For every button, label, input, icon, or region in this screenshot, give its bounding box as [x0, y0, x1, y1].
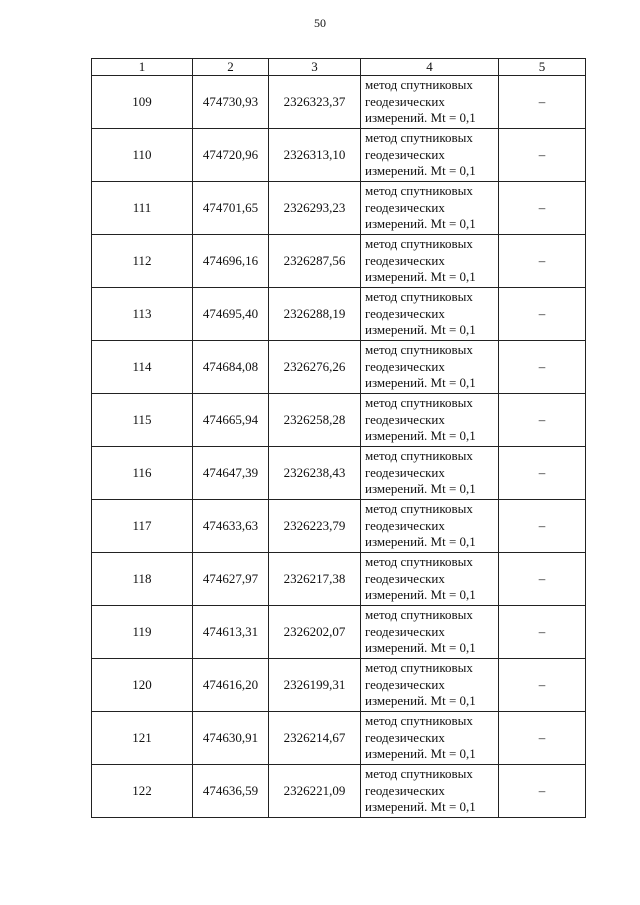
point-number: 114 — [92, 341, 193, 394]
coordinate-y: 2326214,67 — [269, 712, 361, 765]
method-cell — [361, 341, 499, 394]
method-line: измерений. Mt = 0,1 — [365, 799, 476, 815]
point-number: 116 — [92, 447, 193, 500]
coordinate-y: 2326258,28 — [269, 394, 361, 447]
column-5-value: – — [499, 553, 586, 606]
coordinate-y: 2326313,10 — [269, 129, 361, 182]
method-cell — [361, 659, 499, 712]
method-line: метод спутниковых — [365, 501, 473, 517]
point-number: 110 — [92, 129, 193, 182]
column-5-value: – — [499, 765, 586, 818]
method-line: измерений. Mt = 0,1 — [365, 640, 476, 656]
method-line: измерений. Mt = 0,1 — [365, 269, 476, 285]
coordinate-y: 2326288,19 — [269, 288, 361, 341]
method-cell — [361, 129, 499, 182]
method-line: измерений. Mt = 0,1 — [365, 375, 476, 391]
page-number: 50 — [314, 16, 326, 30]
method-cell — [361, 235, 499, 288]
method-line: геодезических — [365, 782, 445, 798]
method-line: метод спутниковых — [365, 130, 473, 146]
method-line: метод спутниковых — [365, 766, 473, 782]
column-5-value: – — [499, 712, 586, 765]
table-row — [92, 447, 586, 500]
method-line: метод спутниковых — [365, 554, 473, 570]
method-line: метод спутниковых — [365, 77, 473, 93]
coordinate-x: 474696,16 — [193, 235, 269, 288]
point-number: 112 — [92, 235, 193, 288]
coordinate-x: 474665,94 — [193, 394, 269, 447]
table-row — [92, 182, 586, 235]
method-line: измерений. Mt = 0,1 — [365, 693, 476, 709]
point-number: 113 — [92, 288, 193, 341]
table-row — [92, 394, 586, 447]
column-header: 4 — [361, 59, 499, 76]
coordinate-x: 474613,31 — [193, 606, 269, 659]
coordinate-y: 2326238,43 — [269, 447, 361, 500]
method-cell — [361, 76, 499, 129]
method-line: геодезических — [365, 305, 445, 321]
method-cell — [361, 394, 499, 447]
method-cell — [361, 500, 499, 553]
table-row — [92, 553, 586, 606]
coordinate-x: 474684,08 — [193, 341, 269, 394]
method-line: геодезических — [365, 623, 445, 639]
table-row — [92, 235, 586, 288]
point-number: 109 — [92, 76, 193, 129]
point-number: 111 — [92, 182, 193, 235]
method-cell — [361, 447, 499, 500]
method-line: измерений. Mt = 0,1 — [365, 110, 476, 126]
method-line: геодезических — [365, 146, 445, 162]
column-5-value: – — [499, 76, 586, 129]
table-row — [92, 659, 586, 712]
method-line: метод спутниковых — [365, 395, 473, 411]
column-header: 1 — [92, 59, 193, 76]
method-line: метод спутниковых — [365, 183, 473, 199]
point-number: 115 — [92, 394, 193, 447]
method-line: метод спутниковых — [365, 713, 473, 729]
coordinate-x: 474616,20 — [193, 659, 269, 712]
column-5-value: – — [499, 447, 586, 500]
coordinate-y: 2326293,23 — [269, 182, 361, 235]
coordinate-y: 2326217,38 — [269, 553, 361, 606]
method-line: измерений. Mt = 0,1 — [365, 163, 476, 179]
column-5-value: – — [499, 394, 586, 447]
method-line: измерений. Mt = 0,1 — [365, 322, 476, 338]
column-5-value: – — [499, 235, 586, 288]
method-line: измерений. Mt = 0,1 — [365, 746, 476, 762]
method-line: измерений. Mt = 0,1 — [365, 587, 476, 603]
method-line: метод спутниковых — [365, 236, 473, 252]
coordinate-y: 2326323,37 — [269, 76, 361, 129]
coordinate-y: 2326199,31 — [269, 659, 361, 712]
method-cell — [361, 712, 499, 765]
table-row — [92, 76, 586, 129]
method-line: геодезических — [365, 676, 445, 692]
coordinate-x: 474730,93 — [193, 76, 269, 129]
column-5-value: – — [499, 659, 586, 712]
column-5-value: – — [499, 129, 586, 182]
method-line: геодезических — [365, 358, 445, 374]
column-5-value: – — [499, 182, 586, 235]
column-5-value: – — [499, 500, 586, 553]
table-body — [92, 76, 586, 818]
method-line: геодезических — [365, 570, 445, 586]
table-row — [92, 765, 586, 818]
table-row — [92, 500, 586, 553]
method-line: геодезических — [365, 411, 445, 427]
method-line: геодезических — [365, 252, 445, 268]
column-5-value: – — [499, 341, 586, 394]
coordinate-y: 2326202,07 — [269, 606, 361, 659]
column-header: 3 — [269, 59, 361, 76]
point-number: 119 — [92, 606, 193, 659]
coordinate-x: 474701,65 — [193, 182, 269, 235]
method-line: метод спутниковых — [365, 448, 473, 464]
coordinate-x: 474627,97 — [193, 553, 269, 606]
coordinate-y: 2326221,09 — [269, 765, 361, 818]
table-row — [92, 129, 586, 182]
method-cell — [361, 553, 499, 606]
point-number: 121 — [92, 712, 193, 765]
coordinate-y: 2326276,26 — [269, 341, 361, 394]
point-number: 118 — [92, 553, 193, 606]
coordinate-x: 474633,63 — [193, 500, 269, 553]
method-cell — [361, 182, 499, 235]
method-line: измерений. Mt = 0,1 — [365, 428, 476, 444]
column-header: 5 — [499, 59, 586, 76]
column-header: 2 — [193, 59, 269, 76]
method-line: геодезических — [365, 517, 445, 533]
method-line: геодезических — [365, 464, 445, 480]
method-line: измерений. Mt = 0,1 — [365, 534, 476, 550]
table-row — [92, 606, 586, 659]
point-number: 122 — [92, 765, 193, 818]
method-line: метод спутниковых — [365, 289, 473, 305]
table-row — [92, 341, 586, 394]
method-line: измерений. Mt = 0,1 — [365, 216, 476, 232]
method-line: геодезических — [365, 93, 445, 109]
coordinates-table — [91, 58, 586, 818]
table-row — [92, 288, 586, 341]
table-row — [92, 712, 586, 765]
coordinate-x: 474636,59 — [193, 765, 269, 818]
coordinate-y: 2326287,56 — [269, 235, 361, 288]
method-line: метод спутниковых — [365, 660, 473, 676]
coordinate-y: 2326223,79 — [269, 500, 361, 553]
method-line: геодезических — [365, 729, 445, 745]
table-header-row — [92, 59, 586, 76]
point-number: 117 — [92, 500, 193, 553]
coordinate-x: 474630,91 — [193, 712, 269, 765]
column-5-value: – — [499, 288, 586, 341]
point-number: 120 — [92, 659, 193, 712]
coordinate-x: 474647,39 — [193, 447, 269, 500]
column-5-value: – — [499, 606, 586, 659]
method-cell — [361, 765, 499, 818]
method-line: метод спутниковых — [365, 342, 473, 358]
method-line: измерений. Mt = 0,1 — [365, 481, 476, 497]
method-cell — [361, 288, 499, 341]
method-cell — [361, 606, 499, 659]
coordinate-x: 474695,40 — [193, 288, 269, 341]
coordinate-x: 474720,96 — [193, 129, 269, 182]
method-line: метод спутниковых — [365, 607, 473, 623]
method-line: геодезических — [365, 199, 445, 215]
